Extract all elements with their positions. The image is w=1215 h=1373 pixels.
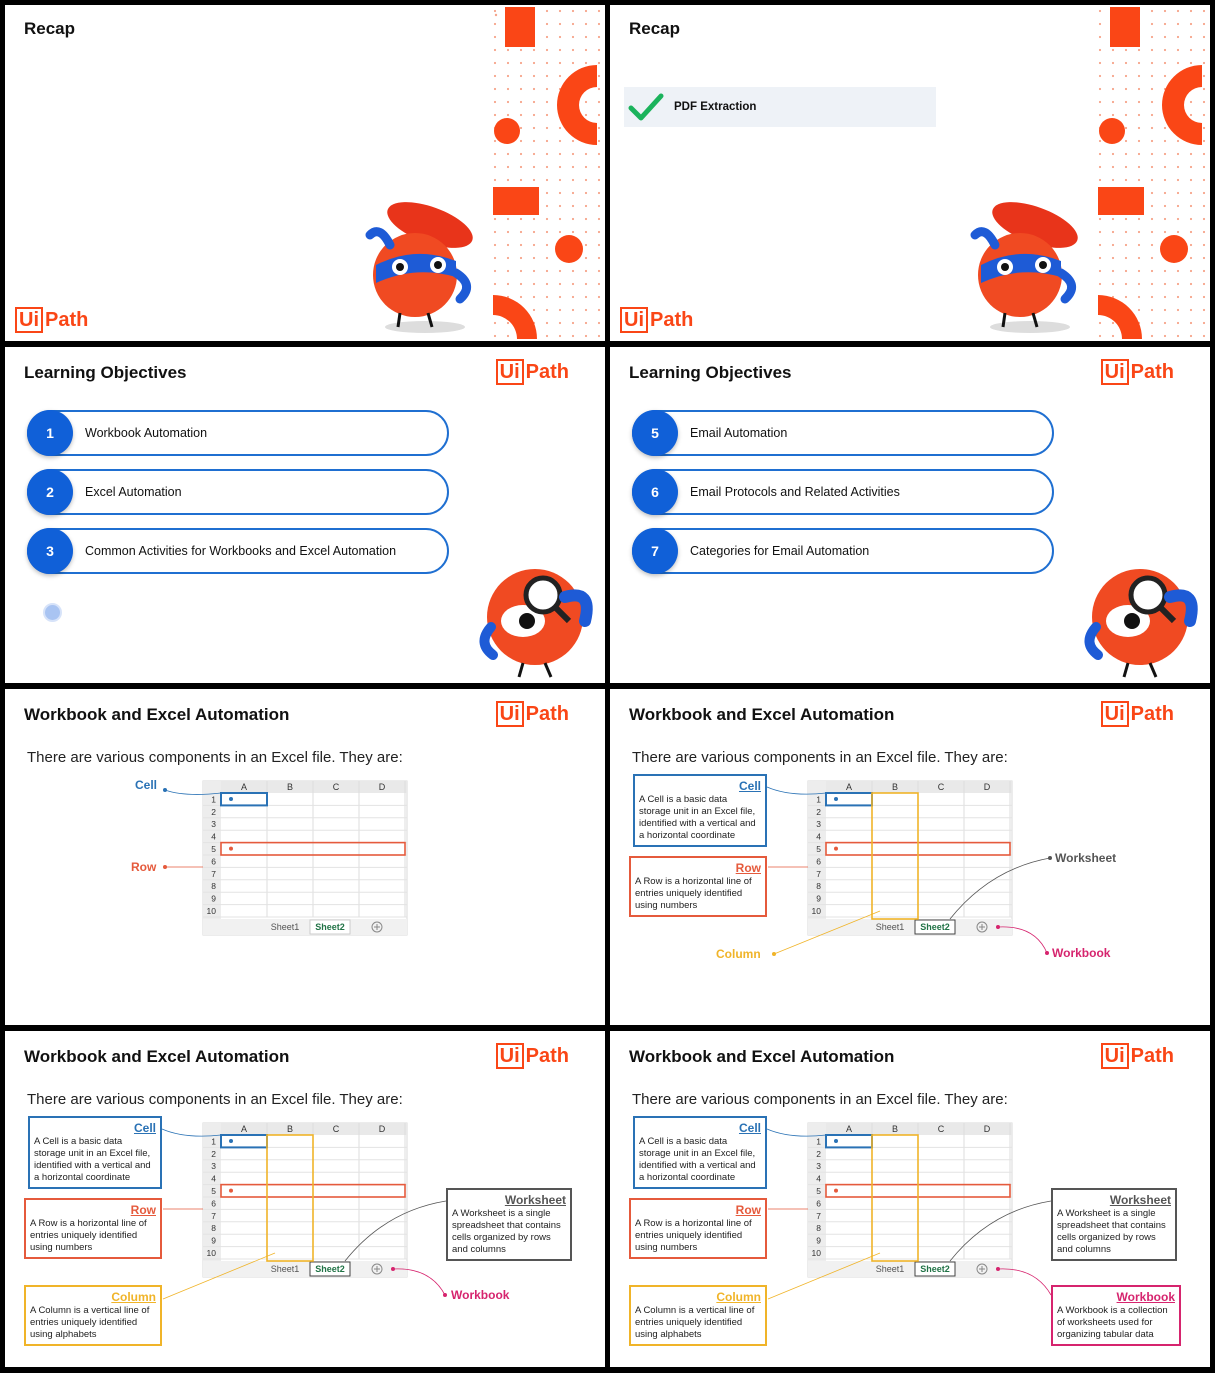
row-header: 7 <box>211 1210 216 1221</box>
cell-description-box <box>633 774 767 847</box>
recap-item-label: PDF Extraction <box>674 101 757 113</box>
column-heading: Column <box>716 1290 761 1304</box>
row-header: 8 <box>211 1223 216 1234</box>
cell-heading: Cell <box>133 1121 156 1135</box>
cell-description-box <box>633 1116 767 1189</box>
row-description-box <box>629 856 767 917</box>
worksheet-description-box <box>1051 1188 1177 1261</box>
row-header: 1 <box>816 794 821 805</box>
worksheet-description: A Worksheet is a single spreadsheet that contains cells organized by rows and columns <box>1057 1208 1166 1255</box>
sheet-tab: Sheet2 <box>920 922 950 932</box>
row-header: 6 <box>211 856 216 867</box>
row-header: 8 <box>816 1223 821 1234</box>
row-header: 4 <box>816 1173 821 1184</box>
slide-workbook-excel-2 <box>610 689 1210 1025</box>
intro-text: There are various components in an Excel file. They are: <box>27 749 403 766</box>
row-heading: Row <box>735 861 761 875</box>
uipath-logo: Ui Path <box>1101 359 1174 385</box>
slide-title: Recap <box>629 19 681 38</box>
column-header: B <box>286 782 294 792</box>
objective-item <box>632 469 1054 515</box>
row-header: 2 <box>816 806 821 817</box>
checkmark-icon <box>628 92 664 122</box>
row-description: A Row is a horizontal line of entries uniquely identified using numbers <box>635 876 752 911</box>
worksheet-heading: Worksheet <box>1109 1193 1171 1207</box>
column-header: B <box>286 1124 294 1134</box>
uipath-logo: Ui Path <box>496 1043 569 1069</box>
connector-dot <box>834 1189 838 1193</box>
workbook-description: A Workbook is a collection of worksheets used for organizing tabular data <box>1057 1305 1168 1340</box>
objective-number: 6 <box>632 469 678 515</box>
objective-number: 1 <box>27 410 73 456</box>
row-description: A Row is a horizontal line of entries uniquely identified using numbers <box>635 1218 752 1253</box>
row-header: 2 <box>211 806 216 817</box>
row-header: 7 <box>211 868 216 879</box>
column-header: A <box>240 1124 248 1134</box>
row-header: 3 <box>816 819 821 830</box>
column-description-box <box>24 1285 162 1346</box>
row-header: 7 <box>816 1210 821 1221</box>
mascot-illustration <box>965 195 1090 335</box>
row-description-box <box>24 1198 162 1259</box>
objective-item <box>27 410 449 456</box>
sheet-tab: Sheet1 <box>875 922 905 932</box>
row-header: 6 <box>816 1198 821 1209</box>
column-header: D <box>378 1124 386 1134</box>
row-header: 10 <box>811 906 821 916</box>
cell-description: A Cell is a basic data storage unit in an Excel file, identified with a vertical and a horizontal coordinate <box>34 1136 151 1183</box>
column-header: D <box>983 782 991 792</box>
workbook-heading: Workbook <box>1116 1290 1175 1304</box>
row-header: 3 <box>211 1161 216 1172</box>
row-header: 10 <box>206 1248 216 1258</box>
uipath-logo: Ui Path <box>496 359 569 385</box>
decorative-shapes <box>1096 5 1210 341</box>
slide-title: Workbook and Excel Automation <box>629 1047 895 1066</box>
row-header: 4 <box>211 1173 216 1184</box>
row-header: 6 <box>816 856 821 867</box>
slide-learning-objectives-1 <box>5 347 605 683</box>
column-header: C <box>332 1124 340 1134</box>
objective-item <box>632 410 1054 456</box>
worksheet-heading: Worksheet <box>504 1193 566 1207</box>
slide-workbook-excel-3 <box>5 1031 605 1367</box>
sheet-tab: Sheet1 <box>270 922 300 932</box>
cell-description: A Cell is a basic data storage unit in an Excel file, identified with a vertical and a horizontal coordinate <box>639 1136 756 1183</box>
row-header: 5 <box>211 844 216 854</box>
worksheet-label: Worksheet <box>1055 851 1117 865</box>
row-header: 10 <box>811 1248 821 1258</box>
slide-recap-2 <box>610 5 1210 341</box>
objective-label: Email Protocols and Related Activities <box>690 485 900 499</box>
row-header: 2 <box>816 1148 821 1159</box>
connector-dot <box>229 1139 233 1143</box>
cell-heading: Cell <box>738 1121 761 1135</box>
recap-item <box>624 87 936 127</box>
cell-description-box <box>28 1116 162 1189</box>
row-description: A Row is a horizontal line of entries uniquely identified using numbers <box>30 1218 147 1253</box>
slide-title: Learning Objectives <box>629 363 792 382</box>
objective-label: Email Automation <box>690 426 788 440</box>
objective-label: Excel Automation <box>85 485 182 499</box>
row-header: 3 <box>211 819 216 830</box>
objective-item <box>27 469 449 515</box>
uipath-logo: Ui Path <box>620 307 693 333</box>
connector-dot <box>229 797 233 801</box>
slide-workbook-excel-4 <box>610 1031 1210 1367</box>
row-header: 3 <box>816 1161 821 1172</box>
row-header: 4 <box>211 831 216 842</box>
decorative-shapes <box>491 5 605 341</box>
intro-text: There are various components in an Excel file. They are: <box>27 1091 403 1108</box>
uipath-logo: Ui Path <box>1101 1043 1174 1069</box>
column-description-box <box>629 1285 767 1346</box>
column-header: D <box>983 1124 991 1134</box>
column-description: A Column is a vertical line of entries uniquely identified using alphabets <box>635 1305 755 1340</box>
slide-title: Workbook and Excel Automation <box>24 705 290 724</box>
column-header: D <box>378 782 386 792</box>
sheet-tab: Sheet2 <box>315 1264 345 1274</box>
objective-number: 2 <box>27 469 73 515</box>
row-header: 1 <box>211 794 216 805</box>
slide-recap-1 <box>5 5 605 341</box>
connector-dot <box>996 1267 1000 1271</box>
column-header: A <box>240 782 248 792</box>
row-header: 10 <box>206 906 216 916</box>
objective-label: Categories for Email Automation <box>690 544 870 558</box>
spreadsheet-diagram <box>5 689 605 1025</box>
column-header: B <box>891 782 899 792</box>
workbook-label: Workbook <box>451 1288 510 1302</box>
cell-description: A Cell is a basic data storage unit in an Excel file, identified with a vertical and a horizontal coordinate <box>639 794 756 841</box>
workbook-label: Workbook <box>1052 946 1111 960</box>
row-header: 5 <box>211 1186 216 1196</box>
row-header: 9 <box>816 893 821 904</box>
worksheet-description-box <box>446 1188 572 1261</box>
objective-label: Common Activities for Workbooks and Excel Automation <box>85 544 397 558</box>
row-header: 6 <box>211 1198 216 1209</box>
row-header: 4 <box>816 831 821 842</box>
row-header: 8 <box>816 881 821 892</box>
connector-dot <box>996 925 1000 929</box>
slide-title: Recap <box>24 19 76 38</box>
slide-learning-objectives-2 <box>610 347 1210 683</box>
objective-number: 5 <box>632 410 678 456</box>
uipath-logo: Ui Path <box>1101 701 1174 727</box>
connector-dot <box>391 1267 395 1271</box>
row-header: 9 <box>211 1235 216 1246</box>
objective-item <box>27 528 449 574</box>
row-header: 2 <box>211 1148 216 1159</box>
cursor-indicator <box>43 603 62 622</box>
sheet-tab: Sheet2 <box>920 1264 950 1274</box>
mascot-illustration <box>360 195 485 335</box>
mascot-illustration <box>473 559 601 681</box>
column-header: C <box>332 782 340 792</box>
objective-number: 7 <box>632 528 678 574</box>
objective-item <box>632 528 1054 574</box>
column-header: C <box>937 782 945 792</box>
cell-heading: Cell <box>738 779 761 793</box>
column-header: A <box>845 1124 853 1134</box>
sheet-tab: Sheet2 <box>315 922 345 932</box>
slide-title: Workbook and Excel Automation <box>24 1047 290 1066</box>
row-description-box <box>629 1198 767 1259</box>
row-header: 5 <box>816 844 821 854</box>
row-label: Row <box>131 860 157 874</box>
row-header: 1 <box>816 1136 821 1147</box>
sheet-tab: Sheet1 <box>875 1264 905 1274</box>
workbook-description-box <box>1051 1285 1181 1346</box>
sheet-tab: Sheet1 <box>270 1264 300 1274</box>
uipath-logo: Ui Path <box>496 701 569 727</box>
cell-label: Cell <box>135 778 158 792</box>
objective-number: 3 <box>27 528 73 574</box>
column-header: A <box>845 782 853 792</box>
connector-dot <box>834 847 838 851</box>
connector-dot <box>229 1189 233 1193</box>
column-heading: Column <box>111 1290 156 1304</box>
objective-label: Workbook Automation <box>85 426 208 440</box>
slide-title: Workbook and Excel Automation <box>629 705 895 724</box>
column-header: C <box>937 1124 945 1134</box>
row-header: 8 <box>211 881 216 892</box>
mascot-illustration <box>1078 559 1206 681</box>
row-header: 9 <box>211 893 216 904</box>
connector-dot <box>229 847 233 851</box>
intro-text: There are various components in an Excel file. They are: <box>632 749 1008 766</box>
row-header: 9 <box>816 1235 821 1246</box>
uipath-logo: Ui Path <box>15 307 88 333</box>
row-heading: Row <box>735 1203 761 1217</box>
column-description: A Column is a vertical line of entries uniquely identified using alphabets <box>30 1305 150 1340</box>
column-header: B <box>891 1124 899 1134</box>
row-header: 7 <box>816 868 821 879</box>
connector-dot <box>834 1139 838 1143</box>
slide-title: Learning Objectives <box>24 363 187 382</box>
row-header: 1 <box>211 1136 216 1147</box>
slide-workbook-excel-1 <box>5 689 605 1025</box>
row-header: 5 <box>816 1186 821 1196</box>
worksheet-description: A Worksheet is a single spreadsheet that contains cells organized by rows and columns <box>452 1208 561 1255</box>
row-heading: Row <box>130 1203 156 1217</box>
intro-text: There are various components in an Excel file. They are: <box>632 1091 1008 1108</box>
connector-dot <box>834 797 838 801</box>
column-label: Column <box>716 947 761 961</box>
